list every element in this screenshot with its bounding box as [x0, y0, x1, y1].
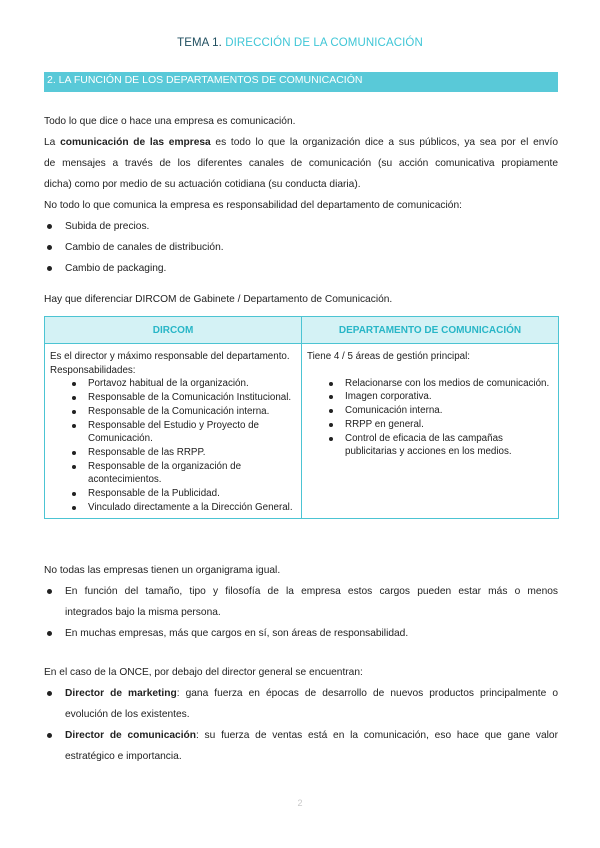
organigrama-block	[44, 560, 558, 644]
bold-term: Director de comunicación	[65, 730, 196, 741]
comparison-table	[44, 316, 559, 519]
table-list-item: Imagen corporativa.	[307, 390, 553, 404]
list-item-continuation: estratégico e importancia.	[65, 751, 182, 762]
bold-term: Director de marketing	[65, 688, 177, 699]
table-list-item: Responsable de las RRPP.	[50, 446, 296, 460]
list-item: Director de comunicación: su fuerza de ventas está en la comunicación, eso hace que gane valor	[44, 725, 558, 746]
table-list-item: Control de eficacia de las campañas publicitarias y acciones en los medios.	[307, 432, 553, 459]
departamento-intro: Tiene 4 / 5 áreas de gestión principal:	[307, 351, 471, 362]
page-number: 2	[297, 798, 303, 808]
intro-paragraph-1: Todo lo que dice o hace una empresa es comunicación.	[44, 116, 296, 127]
table-list-item: Portavoz habitual de la organización.	[50, 377, 296, 391]
table-list-item: Vinculado directamente a la Dirección General.	[50, 501, 296, 515]
organigrama-intro: No todas las empresas tienen un organigrama igual.	[44, 565, 281, 576]
table-list-item: Responsable de la Publicidad.	[50, 487, 296, 501]
table-list-item: Responsable de la organización de acontecimientos.	[50, 460, 296, 487]
table-list-item: Responsable del Estudio y Proyecto de Comunicación.	[50, 419, 296, 446]
once-block	[44, 662, 558, 767]
table-list-item: Responsable de la Comunicación Institucional.	[50, 391, 296, 405]
once-intro: En el caso de la ONCE, por debajo del director general se encuentran:	[44, 667, 363, 678]
dircom-intro: Es el director y máximo responsable del departamento. Responsabilidades:	[50, 351, 290, 376]
table-list-item: Relacionarse con los medios de comunicación.	[307, 377, 553, 391]
section-heading: 2. LA FUNCIÓN DE LOS DEPARTAMENTOS DE COMUNICACIÓN	[44, 72, 558, 92]
bold-term: comunicación de las empresa	[60, 137, 211, 148]
title-prefix: TEMA 1.	[177, 37, 222, 49]
table-list-item: Responsable de la Comunicación interna.	[50, 405, 296, 419]
list-item: Director de marketing: gana fuerza en épocas de desarrollo de nuevos productos principalmente o	[44, 683, 558, 704]
list-item: En función del tamaño, tipo y filosofía de la empresa estos cargos pueden estar más o menos	[44, 581, 558, 602]
table-intro	[44, 293, 558, 307]
list-item: Subida de precios.	[44, 216, 558, 237]
dircom-cell	[45, 344, 302, 519]
intro-paragraph-2-line-1: La comunicación de las empresa es todo lo que la organización dice a sus públicos, ya sea por el envío	[44, 137, 558, 148]
intro-paragraph-2-line-3: dicha) como por medio de su actuación cotidiana (su conducta diaria).	[44, 179, 361, 190]
list-item: En muchas empresas, más que cargos en sí, son áreas de responsabilidad.	[44, 623, 558, 644]
table-intro-text: Hay que diferenciar DIRCOM de Gabinete / Departamento de Comunicación.	[44, 294, 393, 305]
title-accent: DIRECCIÓN DE LA COMUNICACIÓN	[225, 37, 423, 49]
page-title	[0, 37, 600, 49]
intro-paragraph-2-line-2: de mensajes a través de los diferentes canales de comunicación (su acción comunicativa propiamente	[44, 158, 558, 169]
list-item-continuation: integrados bajo la misma persona.	[65, 607, 221, 618]
table-header-departamento: DEPARTAMENTO DE COMUNICACIÓN	[302, 317, 559, 344]
table-header-dircom: DIRCOM	[45, 317, 302, 344]
departamento-cell	[302, 344, 559, 519]
list-item: Cambio de canales de distribución.	[44, 237, 558, 258]
table-list-item: RRPP en general.	[307, 418, 553, 432]
intro-block	[44, 111, 558, 279]
intro-paragraph-3: No todo lo que comunica la empresa es responsabilidad del departamento de comunicación:	[44, 200, 462, 211]
table-list-item: Comunicación interna.	[307, 404, 553, 418]
list-item-continuation: evolución de los existentes.	[65, 709, 190, 720]
list-item: Cambio de packaging.	[44, 258, 558, 279]
